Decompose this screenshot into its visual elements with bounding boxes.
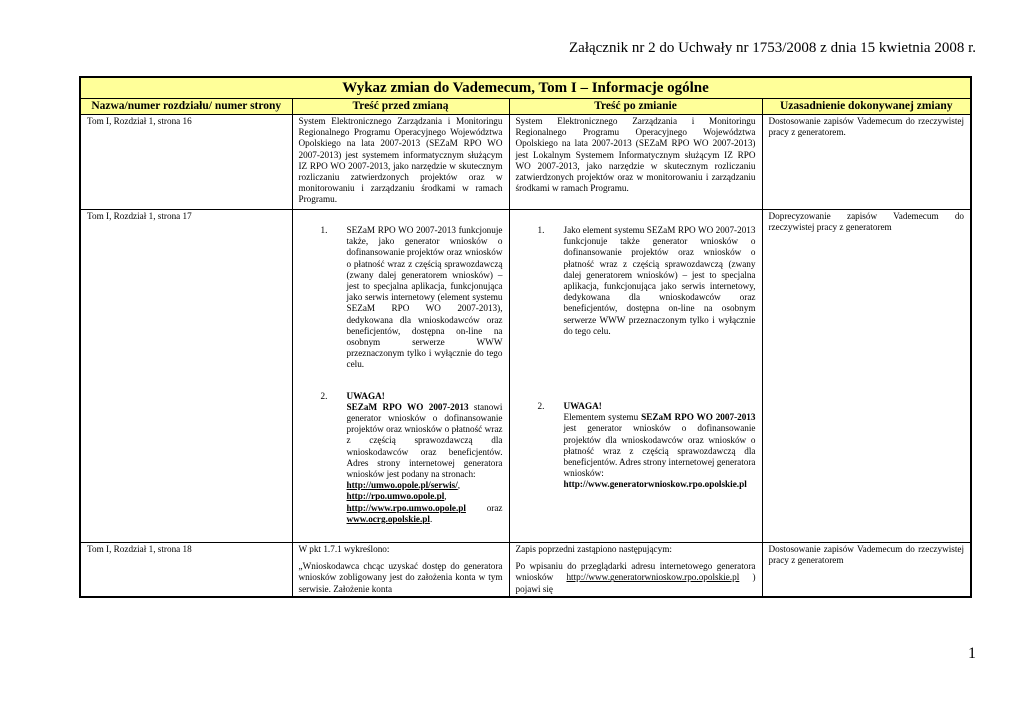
list-item <box>299 225 503 371</box>
cell-text: W pkt 1.7.1 wykreślono: <box>298 544 390 554</box>
list-item <box>516 225 756 337</box>
list-text: Elementem systemu <box>563 412 642 423</box>
warning-label: UWAGA! <box>563 401 602 412</box>
cell-before <box>292 543 509 597</box>
cell-after <box>509 210 762 543</box>
table-row <box>80 543 971 597</box>
list-number: 1. <box>537 225 545 235</box>
cell-text: Zapis poprzedni zastąpiono następującym: <box>515 544 672 554</box>
list-item: 2. UWAGA! SEZaM RPO WO 2007-2013 stanowi generator wniosków o dofinansowanie projektów oraz wniosków o płatność wraz z częścią sprawozdawczą dla wnioskodawców oraz beneficjentów. Adres strony internetowej generatora wniosków jest podany na stronach: http://umwo.opole.pl/serwis/, http://rpo.umwo.opole.pl, http://www.rpo.umwo.opole.pl oraz www.ocrg.opolskie.pl. <box>299 391 503 525</box>
cell-before: System Elektronicznego Zarządzania i Monitoringu Regionalnego Programu Operacyjnego Województwa Opolskiego na lata 2007-2013 (SEZaM RPO WO 2007-2013) jest systemem informatycznym służącym IZ RPO WO 2007-2013, jako narzędzie w skutecznym rozliczaniu zatwierdzonych projektów oraz w monitorowaniu i zarządzaniu środkami w ramach Programu. <box>292 115 509 210</box>
cell-text: Po wpisaniu do przeglądarki adresu internetowego generatora wniosków <box>515 561 756 583</box>
link-generator[interactable]: http://www.generatorwnioskow.rpo.opolskie.pl <box>563 479 747 490</box>
list-number: 2. <box>537 401 545 412</box>
link-www-rpo[interactable]: http://www.rpo.umwo.opole.pl <box>346 502 466 513</box>
column-header-before: Treść przed zmianą <box>292 99 509 115</box>
cell-text: ) pojawi się <box>515 572 756 594</box>
list-text: jest generator wniosków o dofinansowanie projektów dla wnioskodawców oraz wniosków o płatność wraz z częścią sprawozdawczą dla beneficjentów. Adres strony internetowej generatora wniosków: <box>563 423 756 479</box>
cell-location: Tom I, Rozdział 1, strona 18 <box>80 543 292 597</box>
table-row <box>80 115 971 210</box>
conjunction: oraz <box>486 502 503 513</box>
table-title-row <box>80 77 971 99</box>
link-rpo[interactable]: http://rpo.umwo.opole.pl <box>346 491 445 502</box>
cell-after: System Elektronicznego Zarządzania i Monitoringu Regionalnego Programu Operacyjnego Województwa Opolskiego na lata 2007-2013 (SEZaM RPO WO 2007-2013) jest Lokalnym Systemem Informatycznym służącym IZ RPO WO 2007-2013, jako narzędzie w skutecznym rozliczaniu zatwierdzonych projektów oraz w monitorowaniu i zarządzaniu środkami w ramach Programu. <box>509 115 762 210</box>
link-ocrg[interactable]: www.ocrg.opolskie.pl <box>346 513 430 524</box>
table-header-row <box>80 99 971 115</box>
cell-before <box>292 210 509 543</box>
cell-reason: Doprecyzowanie zapisów Vademecum do rzeczywistej pracy z generatorem <box>762 210 971 543</box>
list-text: Jako element systemu SEZaM RPO WO 2007-2013 funkcjonuje także generator wniosków o dofinansowanie projektów oraz wniosków o płatność wraz z częścią sprawozdawczą (zwany dalej generatorem wniosków) – jest to specjalna aplikacja, funkcjonująca jako serwis internetowy, dedykowana dla wnioskodawców oraz beneficjentów, dostępna on-line na osobnym serwerze WWW przeznaczonym tylko i wyłącznie do tego celu. <box>563 225 756 336</box>
cell-location: Tom I, Rozdział 1, strona 16 <box>80 115 292 210</box>
column-header-after: Treść po zmianie <box>509 99 762 115</box>
cell-reason: Dostosowanie zapisów Vademecum do rzeczywistej pracy z generatorem <box>762 543 971 597</box>
system-name: SEZaM RPO WO 2007-2013 <box>346 401 469 412</box>
list-text: stanowi generator wniosków o dofinansowanie projektów oraz wniosków o płatność wraz z częścią sprawozdawczą dla wnioskodawców oraz beneficjentów. Adres strony internetowej generatora wniosków jest podany na stronach: <box>346 401 503 480</box>
column-header-reason: Uzasadnienie dokonywanej zmiany <box>762 99 971 115</box>
list-item <box>516 401 756 491</box>
document-header: Załącznik nr 2 do Uchwały nr 1753/2008 z dnia 15 kwietnia 2008 r. <box>569 40 976 56</box>
column-header-location: Nazwa/numer rozdziału/ numer strony <box>80 99 292 115</box>
cell-reason: Dostosowanie zapisów Vademecum do rzeczywistej pracy z generatorem. <box>762 115 971 210</box>
link-umwo[interactable]: http://umwo.opole.pl/serwis/ <box>346 480 458 491</box>
page-number: 1 <box>968 645 976 662</box>
table-title: Wykaz zmian do Vademecum, Tom I – Informacje ogólne <box>80 77 971 99</box>
table-row <box>80 210 971 543</box>
warning-label: UWAGA! <box>346 390 385 401</box>
list-text: SEZaM RPO WO 2007-2013 funkcjonuje także, jako generator wniosków o dofinansowanie projektów oraz wniosków o płatność wraz z częścią sprawozdawczą (zwany dalej generatorem wniosków) – jest to specjalna aplikacja, funkcjonująca jako serwis internetowy (element systemu SEZaM RPO WO 2007-2013), dedykowana dla wnioskodawców oraz beneficjentów, dostępna on-line na osobnym serwerze WWW przeznaczonym tylko i wyłącznie do tego celu. <box>346 225 503 370</box>
list-number: 2. <box>320 390 328 401</box>
cell-location: Tom I, Rozdział 1, strona 17 <box>80 210 292 543</box>
system-name: SEZaM RPO WO 2007-2013 <box>641 412 756 423</box>
changes-table <box>79 76 972 598</box>
cell-text: „Wnioskodawca chcąc uzyskać dostęp do generatora wniosków zobligowany jest do założenia konta w tym serwisie. Założenie konta <box>298 561 503 594</box>
list-number: 1. <box>320 225 328 235</box>
link-generator[interactable]: http://www.generatorwnioskow.rpo.opolskie.pl <box>566 572 740 583</box>
cell-after <box>509 543 762 597</box>
